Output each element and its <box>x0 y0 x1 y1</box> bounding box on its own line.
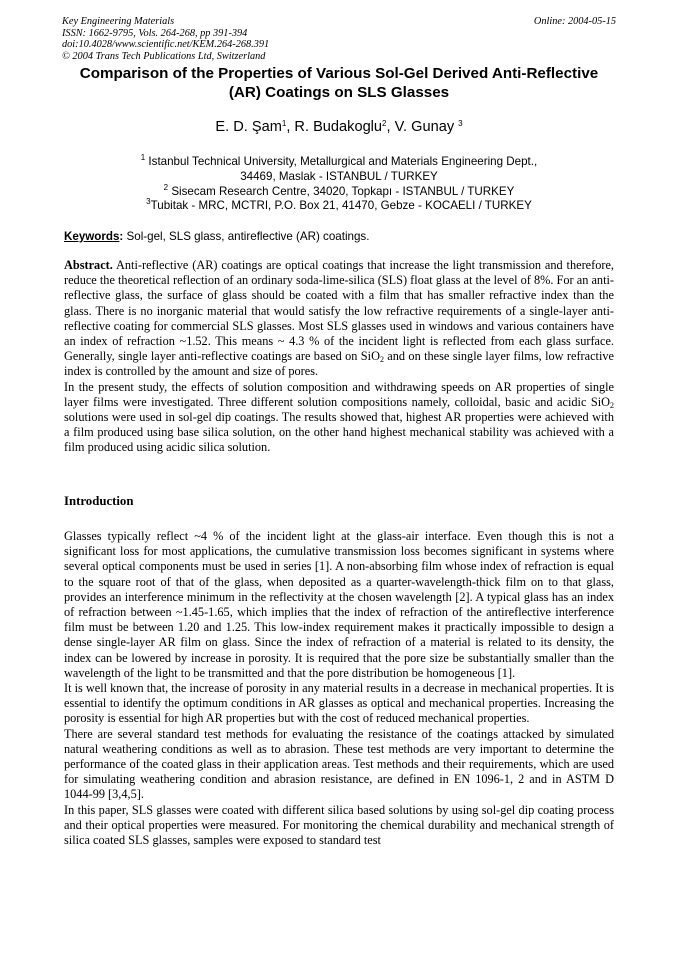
author-affil-sup: 1 <box>281 119 287 128</box>
subscript: 2 <box>610 400 614 410</box>
abstract-paragraph-1 <box>64 258 614 380</box>
author-affil-sup: 3 <box>458 119 463 128</box>
intro-paragraph: There are several standard test methods for evaluating the resistance of the coatings attacked by simulated natural weathering conditions as well as to abrasion. These test methods are very important to determine the performance of the coated glass in their application areas. Test methods and their requirements, which are used for simulating weathering condition and abrasion resistance, are defined in EN 1096-1, 2 and in ASTM D 1044-99 [3,4,5]. <box>64 726 614 802</box>
abstract-paragraph-2 <box>64 380 614 456</box>
journal-copyright: © 2004 Trans Tech Publications Ltd, Switzerland <box>62 50 266 62</box>
abstract-text: Anti-reflective (AR) coatings are optical coatings that increase the light transmission and therefore, reduce the theoretical reflection of an ordinary soda-lime-silica (SLS) float glass at the level of 8%. For an anti-reflective glass, the surface of glass should be coated with a film that has smaller refractive index than the glass. There is no inorganic material that would satisfy the low refractive requirements of a single-layer anti-reflective coating for commercial SLS glasses. Most SLS glasses used in windows and various containers have an index of refraction ~1.52. This means ~ 4.3 % of the incident light is reflected from each glass surface. Generally, single layer anti-reflective coatings are based on SiO <box>64 258 614 364</box>
title-line-1: Comparison of the Properties of Various Sol-Gel Derived Anti-Reflective <box>79 65 599 82</box>
abstract-text: solutions were used in sol-gel dip coatings. The results showed that, highest AR properties were achieved with a film produced using base silica solution, on the other hand highest mechanical stability was achieved with a film produced using acidic silica solution. <box>64 410 614 455</box>
abstract <box>64 258 614 456</box>
paper-title <box>60 64 618 102</box>
intro-paragraph: In this paper, SLS glasses were coated with different silica based solutions by using sol-gel dip coating process and their optical properties were measured. For monitoring the chemical durability and mechanical strength of silica coated SLS glasses, samples were exposed to standard test <box>64 802 614 848</box>
introduction-body <box>64 529 614 848</box>
section-heading-introduction: Introduction <box>64 494 134 508</box>
subscript: 2 <box>379 355 384 365</box>
author-name: E. D. Şam <box>215 119 282 135</box>
author-affil-sup: 2 <box>382 119 387 128</box>
intro-paragraph: Glasses typically reflect ~4 % of the incident light at the glass-air interface. Even though this is not a significant loss for most applications, the cumulative transmission loss becomes significant in systems where several optical components must be used in series [1]. A non-absorbing film whose index of refraction is equal to the square root of that of the glass, when deposited as a quarter-wavelength-thick film on to that glass, provides an interference minimum in the reflectivity at the chosen wavelength [2]. A typical glass has an index of refraction between ~1.45-1.65, which implies that the index of refraction of the antireflective interference film must be between 1.20 and 1.25. This low-index requirement makes it practically impossible to design a dense single-layer AR film on glass. Since the index of refraction of a material is related to its density, the index can be lowered by increase in porosity. It is required that the pore size be substantially smaller than the wavelength of the light to be transmitted and that the pore distribution be homogeneous [1]. <box>64 529 614 680</box>
keywords-label: Keywords <box>64 230 120 243</box>
abstract-label: Abstract. <box>64 258 113 272</box>
affiliation-sup: 1 <box>140 153 146 162</box>
affiliations <box>60 155 618 214</box>
author-name: V. Gunay <box>394 119 459 135</box>
abstract-text: In the present study, the effects of solution composition and withdrawing speeds on AR properties of single layer films were investigated. Three different solution compositions namely, colloidal, basic and acidic SiO <box>64 379 614 409</box>
affiliation-text: Tubitak - MRC, MCTRI, P.O. Box 21, 41470, Gebze - KOCAELI / TURKEY <box>150 199 532 213</box>
affiliation-sup: 2 <box>163 182 169 192</box>
keywords-colon: : <box>119 230 124 243</box>
intro-paragraph: It is well known that, the increase of porosity in any material results in a decrease in mechanical properties. It is essential to identify the optimum conditions in AR glasses as optical and mechanical properties. Increasing the porosity is essential for high AR properties but with the cost of reduced mechanical properties. <box>64 681 614 726</box>
online-date: Online: 2004-05-15 <box>533 16 616 27</box>
author-separator: , <box>286 119 295 135</box>
affiliation-text: Sisecam Research Centre, 34020, Topkapı - ISTANBUL / TURKEY <box>168 184 515 198</box>
affiliation-line <box>60 199 618 214</box>
journal-doi: doi:10.4028/www.scientific.net/KEM.264-268.391 <box>62 39 270 51</box>
affiliation-line <box>60 182 618 200</box>
author-separator: , <box>386 119 395 135</box>
journal-issn: ISSN: 1662-9795, Vols. 264-268, pp 391-394 <box>62 27 248 39</box>
abstract-text: and on these single layer films, low refractive index is controlled by the amount and size of pores. <box>64 349 614 379</box>
journal-name: Key Engineering Materials <box>62 16 175 27</box>
affiliation-sup: 3 <box>146 197 151 207</box>
author-name: R. Budakoglu <box>294 119 383 135</box>
author-list <box>60 118 618 136</box>
journal-header <box>62 16 616 62</box>
affiliation-line <box>60 170 618 185</box>
title-line-2: (AR) Coatings on SLS Glasses <box>228 84 450 101</box>
keywords-text: Sol-gel, SLS glass, antireflective (AR) coatings. <box>123 230 370 243</box>
affiliation-text: Istanbul Technical University, Metallurgical and Materials Engineering Dept., <box>145 155 538 168</box>
affiliation-text: 34469, Maslak - ISTANBUL / TURKEY <box>240 169 438 183</box>
keywords <box>64 229 616 244</box>
affiliation-line <box>60 155 618 170</box>
